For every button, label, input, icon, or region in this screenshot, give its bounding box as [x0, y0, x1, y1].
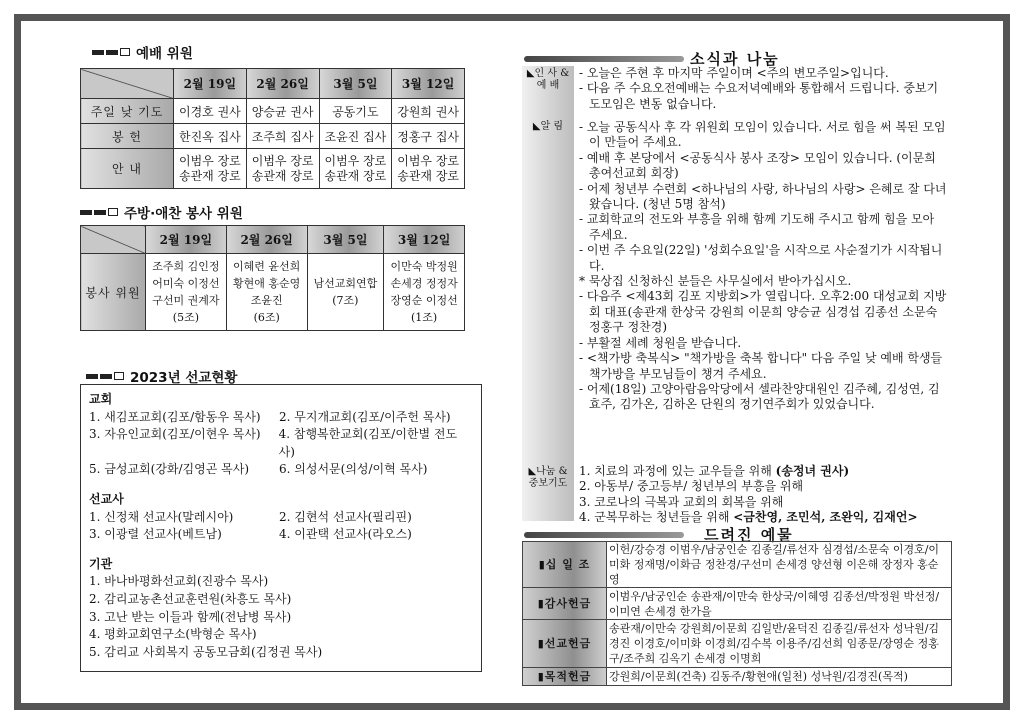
list-item: 5. 감리교 사회복지 공동모금회(김정권 목사) — [89, 644, 323, 659]
list-item: 1. 신정채 선교사(말레시아) — [89, 509, 234, 524]
table-cell: 이경호 권사 — [174, 99, 247, 124]
list-row — [89, 426, 473, 461]
list-item: 3. 고난 받는 이들과 함께(전남병 목사) — [89, 609, 292, 624]
kitchen-section-title: 주방·애찬 봉사 위원 — [80, 202, 243, 222]
table-cell: 이범우 장로 송관재 장로 — [392, 149, 465, 189]
prayer-item: 4. 군복무하는 청년들을 위해 <금찬영, 조민석, 조완익, 김재언> — [579, 510, 918, 525]
mission-section-title: 2023년 선교현황 — [86, 366, 237, 386]
offerings-table — [522, 541, 952, 686]
table-cell: 이혜련 윤선희 황현애 홍순영 조윤진 (6조) — [226, 254, 307, 331]
date-header: 2월 19일 — [174, 69, 247, 99]
date-header: 2월 26일 — [246, 69, 319, 99]
table-cell: 정홍구 집사 — [392, 124, 465, 149]
news-item: - 어제(18일) 고양아람음악당에서 셀라찬양대원인 김주혜, 김성연, 김효주, 김가온, 김하온 단원의 정기연주회가 있었습니다. — [579, 381, 940, 412]
table-corner-cell — [81, 226, 146, 254]
news-item: - 이번 주 수요일(22일) '성회수요일'을 시작으로 사순절기가 시작됩니다. — [579, 243, 943, 273]
prayer-item: 3. 코로나의 극복과 교회의 회복을 위해 — [579, 494, 784, 509]
offering-names: 이범우/남궁인순 송관재/이만숙 한상국/이혜영 김종선/박정원 박선정/이미연 손세경 한가을 — [607, 588, 952, 620]
list-item: 4. 이관택 선교사(라오스) — [279, 527, 412, 542]
news-item: - 부활절 세례 청원을 받습니다. — [579, 335, 742, 350]
list-item: 5. 금성교회(강화/김영곤 목사) — [89, 462, 249, 477]
list-row — [89, 409, 473, 427]
section-marker-icon — [86, 372, 124, 380]
offering-type: ▮목적헌금 — [523, 668, 607, 686]
kitchen-table — [80, 225, 465, 331]
table-cell: 이범우 장로 송관재 장로 — [246, 149, 319, 189]
offerings-title: 드려진 예물 — [704, 526, 794, 544]
table-cell: 이만숙 박정원 손세경 정정자 장영순 이정선 (1조) — [384, 254, 465, 331]
table-cell: 강원희 권사 — [392, 99, 465, 124]
category-title: 선교사 — [89, 491, 124, 506]
table-cell: 이범우 장로 송관재 장로 — [174, 149, 247, 189]
date-header: 3월 5일 — [307, 226, 384, 254]
offering-names: 이헌/강승경 이범우/남궁인순 김종길/류선자 심경섭/소문숙 이경호/이미화 정재명/이화금 정찬경/구선미 손세경 양선형 이은해 장정자 홍순영 — [607, 542, 952, 588]
offering-type: ▮감사헌금 — [523, 588, 607, 620]
date-header: 2월 26일 — [226, 226, 307, 254]
news-item: - 예배 후 본당에서 <공동식사 봉사 조장> 모임이 있습니다. (이문희 총여선교회 회장) — [579, 150, 936, 181]
news-item: - 다음 주 수요오전예배는 수요저녁예배와 통합해서 드립니다. 중보기도모임은 변동 없습니다. — [579, 81, 939, 111]
table-cell: 남선교회연합 (7조) — [307, 254, 384, 331]
news-item: - <책가방 축복식> "책가방을 축복 합니다" 다음 주일 낮 예배 학생들 책가방을 부모님들이 챙겨 주세요. — [579, 351, 943, 381]
row-label: 주일 낮 기도 — [81, 99, 174, 124]
list-item: 6. 의성서문(의성/이혁 목사) — [279, 462, 428, 477]
list-item: 2. 무지개교회(김포/이주헌 목사) — [279, 409, 451, 424]
table-cell: 조윤진 집사 — [319, 124, 392, 149]
notice-text — [579, 120, 949, 413]
label-column — [522, 66, 574, 521]
category-title: 교회 — [89, 392, 113, 406]
row-label: 안 내 — [81, 149, 174, 189]
section-marker-icon — [80, 208, 118, 216]
news-item: * 묵상집 신청하신 분들은 사무실에서 받아가십시오. — [579, 274, 852, 289]
prayer-label: ◣나눔 & 중보기도 — [528, 466, 568, 489]
table-cell: 한진옥 집사 — [174, 124, 247, 149]
section-marker-icon — [92, 48, 130, 56]
table-cell: 조주희 김인정 어미숙 이정선 구선미 권계자 (5조) — [146, 254, 227, 331]
date-header: 3월 12일 — [392, 69, 465, 99]
notice-label: ◣알 림 — [532, 121, 564, 132]
offering-names: 송관재/이만숙 강원희/이문희 김일반/윤덕진 김종길/류선자 성낙원/김경진 이경호/이미화 이경희/김수복 이용주/김선희 임종문/장영순 정홍구/조주희 김옥기 손세경 이명희 — [607, 620, 952, 668]
worship-table — [80, 68, 465, 189]
list-row — [89, 509, 473, 527]
news-title: 소식과 나눔 — [690, 50, 780, 68]
table-corner-cell — [81, 69, 174, 99]
date-header: 3월 12일 — [384, 226, 465, 254]
date-header: 2월 19일 — [146, 226, 227, 254]
prayer-text — [579, 464, 949, 526]
mission-box — [80, 384, 482, 672]
offering-type: ▮십 일 조 — [523, 542, 607, 588]
banner-bar — [524, 532, 684, 538]
worship-section-title: 예배 위원 — [92, 42, 193, 62]
row-label: 봉사 위원 — [81, 254, 146, 331]
news-item: - 오늘 공동식사 후 각 위원회 모임이 있습니다. 서로 힘을 써 복된 모임이 만들어 주세요. — [579, 120, 946, 150]
table-cell: 조주희 집사 — [246, 124, 319, 149]
date-header: 3월 5일 — [319, 69, 392, 99]
list-item: 4. 평화교회연구소(박형순 목사) — [89, 627, 257, 642]
list-item: 2. 김현석 선교사(필리핀) — [279, 509, 412, 524]
category-title: 기관 — [89, 556, 113, 571]
offering-type: ▮선교헌금 — [523, 620, 607, 668]
table-cell: 이범우 장로 송관재 장로 — [319, 149, 392, 189]
news-item: - 교회학교의 전도와 부흥을 위해 함께 기도해 주시고 함께 힘을 모아 주세요. — [579, 212, 935, 242]
banner-bar — [524, 56, 684, 62]
list-item: 3. 자유인교회(김포/이현우 목사) — [89, 427, 261, 442]
table-cell: 공동기도 — [319, 99, 392, 124]
list-item: 4. 참행복한교회(김포/이한별 전도사) — [278, 427, 458, 459]
greeting-label: ◣인 사 & 예 배 — [526, 68, 570, 91]
news-item: - 다음주 <제43회 김포 지방회>가 열립니다. 오후2:00 대성교회 지방회 대표(송관재 한상국 강원희 이문희 양승균 심경섭 김종선 소문숙 정홍구 정찬경) — [579, 289, 947, 335]
list-item: 1. 바나바평화선교회(진광수 목사) — [89, 574, 269, 589]
news-item: - 오늘은 주현 후 마지막 주일이며 <주의 변모주일>입니다. — [579, 66, 889, 80]
list-row — [89, 461, 473, 479]
table-cell: 양승균 권사 — [246, 99, 319, 124]
list-row — [89, 526, 473, 544]
list-item: 1. 새김포교회(김포/함동우 목사) — [89, 409, 261, 424]
list-item: 3. 이광렬 선교사(베트남) — [89, 527, 222, 542]
prayer-item: 1. 치료의 과정에 있는 교우들을 위해 (송정녀 권사) — [579, 464, 850, 478]
row-label: 봉 헌 — [81, 124, 174, 149]
list-item: 2. 감리교농촌선교훈련원(차흥도 목사) — [89, 591, 292, 606]
offering-names: 강원희/이문희(건축) 김동주/황현애(일천) 성낙원/김경진(목적) — [607, 668, 952, 686]
greeting-text — [579, 66, 949, 112]
news-item: - 어제 청년부 수련회 <하나님의 사랑, 하나님의 사랑> 은혜로 잘 다녀왔습니다. (청년 5명 참석) — [579, 181, 947, 212]
prayer-item: 2. 아동부/ 중고등부/ 청년부의 부흥을 위해 — [579, 479, 804, 494]
